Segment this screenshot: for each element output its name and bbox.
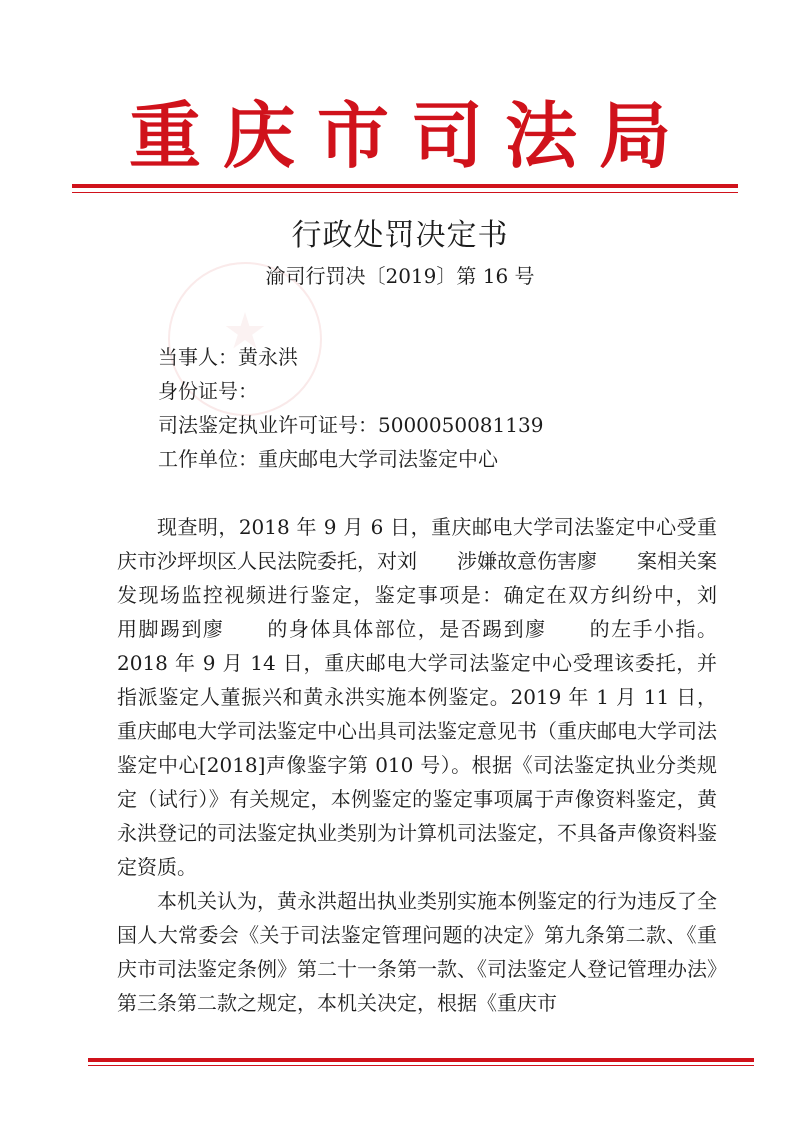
party-name-label: 当事人： [158, 345, 238, 369]
agency-masthead: 重庆市司法局 [128, 94, 693, 178]
document-title: 行政处罚决定书 [291, 218, 509, 253]
license-row [158, 408, 543, 442]
document-number: 渝司行罚决〔2019〕第 16 号 [265, 264, 535, 288]
party-name-value: 黄永洪 [238, 345, 298, 369]
employer-value: 重庆邮电大学司法鉴定中心 [258, 447, 498, 471]
employer-row [158, 442, 543, 476]
party-name-row [158, 340, 543, 374]
license-label: 司法鉴定执业许可证号： [158, 413, 378, 437]
ruling-paragraph: 本机关认为，黄永洪超出执业类别实施本例鉴定的行为违反了全国人大常委会《关于司法鉴定管理问题的决定》第九条第二款、《重庆市司法鉴定条例》第二十一条第一款、《司法鉴定人登记管理办法》第三条第二款之规定，本机关决定，根据《重庆市 [117, 889, 717, 1015]
decision-body [117, 510, 757, 1020]
license-value: 5000050081139 [378, 413, 544, 437]
footer-rule-thick [88, 1058, 754, 1062]
masthead-rule-thin [72, 192, 738, 193]
employer-label: 工作单位： [158, 447, 258, 471]
findings-paragraph: 现查明，2018 年 9 月 6 日，重庆邮电大学司法鉴定中心受重庆市沙坪坝区人民法院委托，对刘 涉嫌故意伤害廖 案相关案发现场监控视频进行鉴定，鉴定事项是：确定在双方纠纷中，刘 用脚踢到廖 的身体具体部位，是否踢到廖 的左手小指。2018 年 9 月 14 日，重庆邮电大学司法鉴定中心受理该委托，并指派鉴定人董振兴和黄永洪实施本例鉴定。2019 年 1 月 11 日，重庆邮电大学司法鉴定中心出具司法鉴定意见书（重庆邮电大学司法鉴定中心[2018]声像鉴字第 010 号）。根据《司法鉴定执业分类规定（试行）》有关规定，本例鉴定的鉴定事项属于声像资料鉴定，黄永洪登记的司法鉴定执业类别为计算机司法鉴定，不具备声像资料鉴定资质。 [117, 515, 757, 879]
party-id-label: 身份证号： [158, 379, 258, 403]
masthead-rule-thick [72, 184, 738, 188]
party-id-row [158, 374, 543, 408]
footer-rule-thin [88, 1065, 754, 1066]
party-info [158, 340, 543, 476]
